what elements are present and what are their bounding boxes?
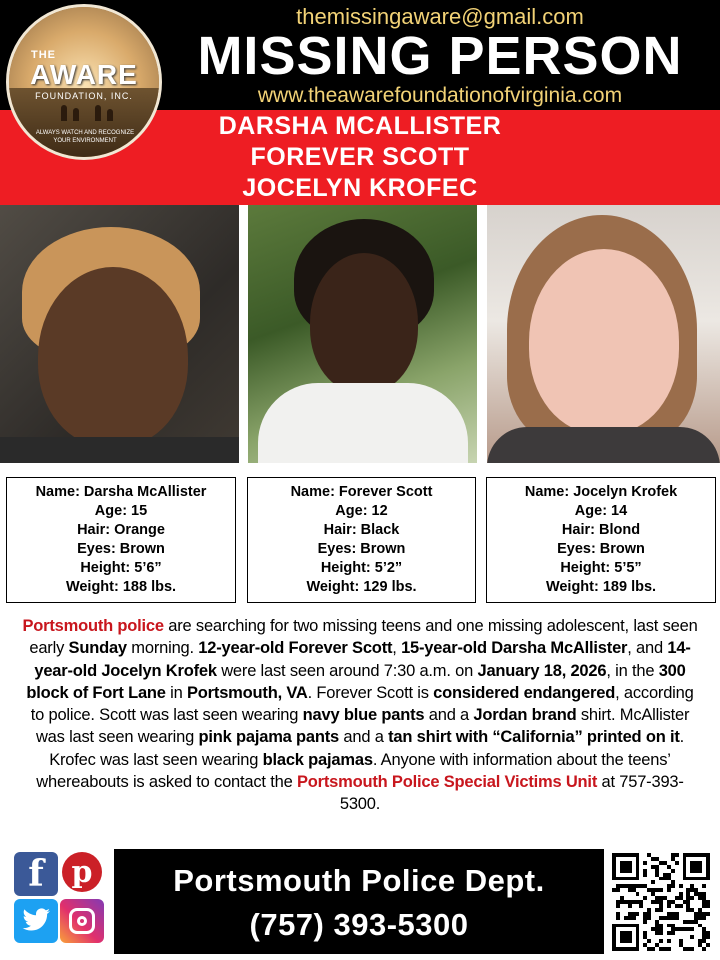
qr-module [675, 916, 679, 920]
qr-module [643, 861, 647, 865]
pinterest-logo: p [62, 852, 102, 892]
twitter-icon[interactable] [14, 899, 58, 943]
person-info-card [247, 477, 476, 603]
qr-module [671, 869, 675, 873]
qr-module [620, 861, 632, 873]
unit-highlight: Portsmouth Police Special Victims Unit [296, 773, 598, 792]
qr-module [620, 931, 632, 943]
qr-module [639, 904, 643, 908]
qr-module [647, 916, 651, 920]
info-hair: Hair: Orange [77, 522, 165, 538]
qr-module [690, 927, 694, 931]
body-text: morning. [126, 639, 199, 658]
body-text: . Forever Scott is [307, 683, 434, 702]
qr-module [667, 947, 671, 951]
case-description [20, 615, 700, 816]
qr-module [675, 853, 679, 857]
qr-module [647, 939, 651, 943]
website-link[interactable]: www.theawarefoundationofvirginia.com [257, 84, 623, 107]
qr-module [643, 920, 647, 924]
qr-module [616, 916, 620, 920]
body-emphasis: 14-year-old Jocelyn Krofek [34, 639, 691, 680]
police-phone-number[interactable]: (757) 393-5300 [249, 907, 469, 942]
info-age: Age: 15 [94, 503, 148, 519]
police-department-name: Portsmouth Police Dept. [173, 863, 545, 898]
body-emphasis: considered endangered [433, 683, 616, 702]
qr-module [632, 916, 636, 920]
qr-module [651, 947, 655, 951]
qr-module [628, 904, 632, 908]
facebook-icon[interactable]: f [14, 852, 58, 896]
photo-face [310, 253, 418, 393]
qr-module [671, 884, 675, 888]
info-eyes: Eyes: Brown [557, 541, 645, 557]
body-text: and a [424, 706, 474, 725]
photo-jocelyn-krofek [487, 205, 720, 463]
qr-module [702, 916, 706, 920]
qr-module [659, 931, 663, 935]
qr-module [643, 896, 647, 900]
logo-aware: AWARE [30, 59, 138, 90]
qr-module [659, 939, 663, 943]
logo-tagline: ALWAYS WATCH AND RECOGNIZE YOUR ENVIRONMENT [35, 130, 135, 144]
banner-name: DARSHA MCALLISTER [218, 112, 502, 140]
body-text: , in the [606, 661, 659, 680]
instagram-camera [69, 908, 95, 934]
logo-the: THE [31, 49, 56, 61]
body-text: , and [627, 639, 668, 658]
photo-face [38, 267, 188, 447]
body-emphasis: pink pajama pants [198, 728, 340, 747]
qr-module [643, 873, 647, 877]
body-text: at 757-393-5300. [339, 773, 684, 814]
logo-figure [107, 109, 113, 121]
qr-module [616, 904, 620, 908]
body-text: . Krofec was last seen wearing [49, 728, 685, 769]
photo-darsha-mcallister [0, 205, 239, 463]
qr-module [659, 908, 663, 912]
qr-module [616, 888, 620, 892]
person-info-card [486, 477, 716, 603]
info-height: Height: 5’2” [320, 560, 403, 576]
banner-name: JOCELYN KROFEC [242, 174, 478, 202]
qr-module [702, 884, 706, 888]
twitter-bird-icon [21, 908, 51, 934]
contact-email[interactable]: themissingaware@gmail.com [296, 4, 584, 29]
qr-module [690, 947, 694, 951]
body-text: . Anyone with information about the teens’ whereabouts is asked to contact the [36, 750, 671, 792]
banner-name: FOREVER SCOTT [250, 143, 470, 171]
body-emphasis: 300 block of Fort Lane [26, 661, 686, 702]
pinterest-icon[interactable] [60, 850, 104, 894]
body-emphasis: 15-year-old Darsha McAllister [401, 639, 628, 658]
qr-module [675, 861, 679, 865]
photo-forever-scott [248, 205, 477, 463]
info-age: Age: 14 [574, 503, 628, 519]
info-weight: Weight: 188 lbs. [65, 579, 177, 595]
qr-module [651, 880, 655, 884]
police-contact-box [114, 849, 604, 954]
body-text: are searching for two missing teens and one missing adolescent, last seen early [29, 617, 698, 658]
body-text: in [165, 683, 187, 702]
poster-title: MISSING PERSON [197, 26, 683, 86]
body-emphasis: 12-year-old Forever Scott [198, 639, 393, 658]
qr-module [690, 896, 694, 900]
body-text: were last seen around 7:30 a.m. on [216, 661, 478, 680]
info-weight: Weight: 189 lbs. [545, 579, 657, 595]
qr-module [702, 947, 706, 951]
qr-module [667, 888, 671, 892]
qr-module [636, 912, 640, 916]
qr-module [671, 931, 675, 935]
logo-figure [95, 105, 101, 121]
info-eyes: Eyes: Brown [77, 541, 165, 557]
body-text: , according to police. Scott was last seen wearing [30, 683, 694, 725]
info-name: Name: Darsha McAllister [35, 484, 207, 500]
logo-figure [61, 105, 67, 121]
qr-module [679, 884, 683, 888]
photo-clothing [487, 427, 720, 463]
aware-foundation-logo [6, 4, 162, 160]
body-emphasis: navy blue pants [302, 706, 425, 725]
qr-module [636, 892, 640, 896]
photo-clothing [258, 383, 468, 463]
body-text: , [392, 639, 402, 658]
info-age: Age: 12 [335, 503, 388, 519]
body-emphasis: Portsmouth, VA [187, 683, 308, 702]
body-emphasis: Jordan brand [473, 706, 577, 725]
qr-module [706, 912, 710, 916]
qr-code-icon[interactable] [612, 853, 710, 951]
info-eyes: Eyes: Brown [317, 541, 406, 557]
photo-face [529, 249, 679, 434]
instagram-icon[interactable] [60, 899, 104, 943]
body-text: and a [339, 728, 389, 747]
qr-module [706, 935, 710, 939]
photo-clothing [0, 437, 239, 463]
info-hair: Hair: Black [323, 522, 400, 538]
qr-module [706, 943, 710, 947]
qr-module [667, 904, 671, 908]
body-emphasis: black pajamas [262, 750, 373, 769]
info-name: Name: Jocelyn Krofek [524, 484, 678, 500]
body-emphasis: Sunday [68, 639, 127, 658]
info-height: Height: 5’5” [560, 560, 642, 576]
qr-module [690, 861, 702, 873]
body-emphasis: January 18, 2026 [477, 661, 607, 680]
body-emphasis: tan shirt with “California” printed on it [388, 728, 680, 747]
info-hair: Hair: Blond [561, 522, 641, 538]
info-name: Name: Forever Scott [290, 484, 433, 500]
qr-module [706, 904, 710, 908]
qr-module [659, 888, 663, 892]
logo-figure [73, 108, 79, 121]
body-text: shirt. McAllister was last seen wearing [35, 706, 690, 747]
logo-foundation: FOUNDATION, INC. [35, 91, 133, 101]
person-info-card [6, 477, 236, 603]
info-weight: Weight: 129 lbs. [306, 579, 417, 595]
qr-module [679, 904, 683, 908]
qr-module [690, 935, 694, 939]
info-height: Height: 5’6” [80, 560, 162, 576]
qr-module [667, 939, 671, 943]
agency-highlight: Portsmouth police [22, 617, 164, 635]
